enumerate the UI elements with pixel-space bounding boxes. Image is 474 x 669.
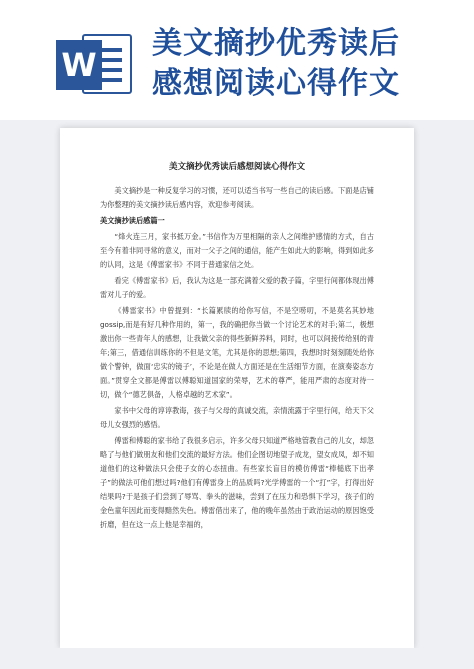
word-letter-badge: W	[56, 40, 102, 90]
document-title: 美文摘抄优秀读后感想阅读心得作文	[168, 162, 305, 172]
page-title	[152, 24, 462, 104]
body-paragraph: 《傅雷家书》中曾提到：“长篇累牍的给你写信，不是空唠叨，不是莫名其妙地gossip,而是有好几种作用的，第一，我的确把你当做一个讨论艺术的对手;第二，极想激出你一些青年人的感想，让我做父亲的得些新鲜养料，同时，也可以间接传给别的青年;第三，借通信训练你的不但是文笔，尤其是你的思想;第四，我想时时刻刻随处给你做个警钟，做面‘忠实的镜子’，不论是在做人方面还是在生活细节方面，在演奏姿态方面。”贯穿全文都是傅雷以傅聪知道国家的荣辱，艺术的尊严，能用严肃的态度对待一切，做个“德艺俱备，人格卓越的艺术家”。	[100, 306, 374, 399]
body-paragraph: 傅雷和傅聪的家书给了我很多启示，许多父母只知道严格地管教自己的儿女，却忽略了与他们做朋友和他们交流的最好方法。他们企图切地望子成龙，望女成凤，却不知道他们的这种做法只会使子女的心态扭曲。有些家长盲目的模仿傅雷“棒槌底下出孝子”的做法可他们想过吗?他们有傅雷身上的品质吗?光学傅雷的一个“打”字，打得出好结果吗?于是孩子们尝到了辱骂、拳头的滋味，尝到了在压力和恐惧下学习，孩子们的金色童年因此而变得黯然失色。傅雷借出来了，他的晚年虽然由于政治运动的原因饱受折磨，但在这一点上他是幸福的，	[100, 436, 374, 529]
body-paragraph: 看完《傅雷家书》后，我认为这是一部充满着父爱的教子篇，字里行间都体现出傅雷对儿子的爱。	[100, 276, 374, 299]
bottom-margin	[0, 648, 474, 669]
word-document-icon	[56, 28, 134, 100]
body-paragraph: 家书中父母的谆谆教诲，孩子与父母的真诚交流，亲情流露于字里行间，给天下父母儿女强烈的感悟。	[100, 406, 374, 429]
header-banner	[0, 0, 474, 120]
intro-paragraph: 美文摘抄是一种反复学习的习惯，还可以适当书写一些自己的读后感。下面是店铺为你整理的美文摘抄读后感内容，欢迎参考阅读。	[100, 186, 374, 209]
section-heading: 美文摘抄读后感篇一	[100, 216, 165, 225]
title-line-1: 美文摘抄优秀读后	[152, 26, 400, 61]
body-paragraph: “烽火连三月，家书抵万金。”书信作为万里相隔的亲人之间维护感情的方式，自古至今有着非同寻常的意义，而对一父子之间的通信，能产生如此大的影响，得到如此多的认同，这是《傅雷家书》不同于普通家信之处。	[100, 232, 374, 269]
title-line-2: 感想阅读心得作文	[152, 66, 400, 101]
document-page	[60, 128, 414, 648]
